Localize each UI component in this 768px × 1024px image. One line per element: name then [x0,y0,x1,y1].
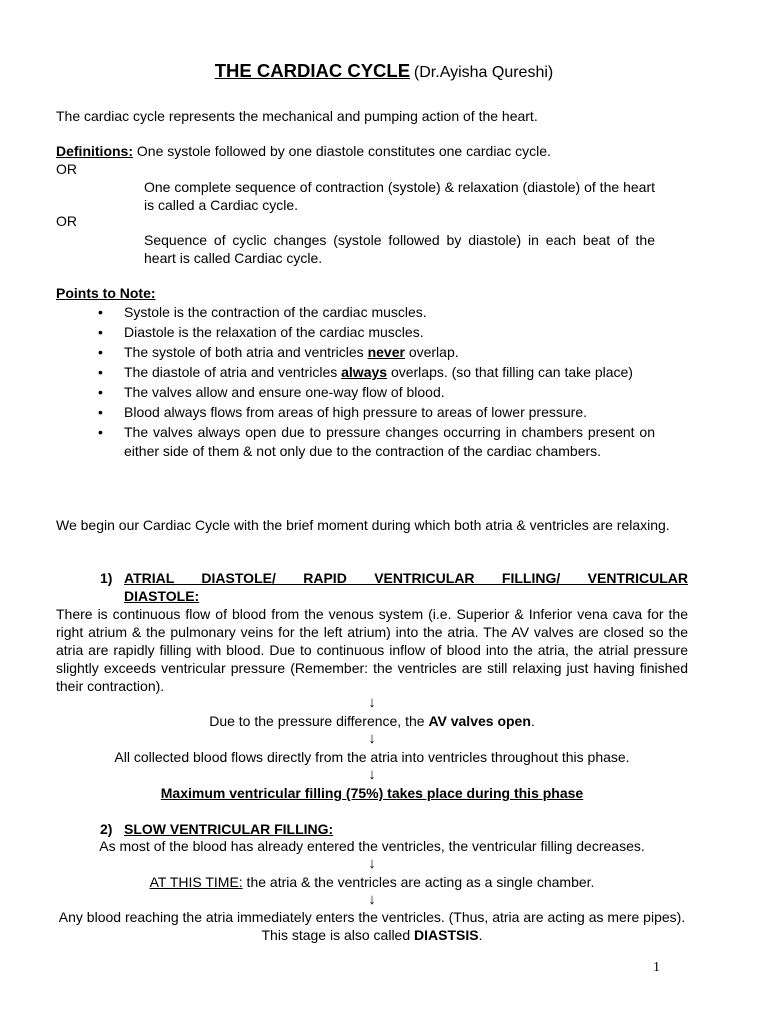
bullet-icon: • [98,324,103,340]
definitions-line [56,142,688,160]
title-main: THE CARDIAC CYCLE [214,60,411,81]
or-separator-1: OR [56,161,77,177]
down-arrow-icon: ↓ [368,730,376,747]
section-1-heading-line1: ATRIAL DIASTOLE/ RAPID VENTRICULAR FILLING/ VENTRICULAR [124,570,688,586]
section-2-line-3 [56,908,688,944]
step-text: Any blood reaching the atria immediately enters the ventricles. (Thus, atria are acting as mere pipes). This stage is also called [58,909,686,943]
emphasis-never: never [367,344,405,360]
point-text: Blood always flows from areas of high pressure to areas of lower pressure. [124,404,587,420]
bullet-icon: • [98,384,103,400]
section-2-heading [88,820,688,838]
section-1-step-3 [56,784,688,802]
list-item [88,383,655,402]
list-item [88,403,655,422]
bullet-icon: • [98,304,103,320]
section-1-heading [88,569,688,605]
down-arrow-icon: ↓ [368,891,376,908]
or-separator-2: OR [56,213,77,229]
section-1-step-2: All collected blood flows directly from the atria into ventricles throughout this phase. [114,749,630,765]
av-valves-open: AV valves open [428,713,531,729]
down-arrow-icon: ↓ [368,694,376,711]
step-text: . [478,927,483,943]
document-title [0,59,768,85]
list-item [88,423,655,460]
section-2-number: 2) [100,821,113,837]
definition-second: One complete sequence of contraction (systole) & relaxation (diastole) of the heart is called a Cardiac cycle. [144,179,655,213]
title-author: (Dr.Ayisha Qureshi) [413,64,554,81]
point-text: overlaps. (so that filling can take place) [387,364,633,380]
section-2-heading-text: SLOW VENTRICULAR FILLING: [124,821,334,837]
down-arrow-icon: ↓ [368,855,376,872]
point-text: The valves allow and ensure one-way flow of blood. [124,384,445,400]
section-1-step-1 [56,712,688,730]
bullet-icon: • [98,404,103,420]
point-text: Diastole is the relaxation of the cardiac muscles. [124,324,424,340]
bullet-icon: • [98,424,103,440]
section-1-heading-line2: DIASTOLE: [124,588,200,604]
step-text: . [530,713,535,729]
diastasis-term: DIASTSIS [414,927,479,943]
definition-third: Sequence of cyclic changes (systole followed by diastole) in each beat of the heart is called Cardiac cycle. [144,232,655,266]
section-2-line-1: As most of the blood has already entered the ventricles, the ventricular filling decreases. [99,838,645,854]
point-text: Systole is the contraction of the cardiac muscles. [124,304,427,320]
points-list [88,303,655,462]
point-text: overlap. [404,344,459,360]
list-item [88,303,655,322]
down-arrow-icon: ↓ [368,766,376,783]
step-text: the atria & the ventricles are acting as a single chamber. [242,874,595,890]
bullet-icon: • [98,344,103,360]
points-label [56,284,688,302]
definitions-label: Definitions: [56,143,133,159]
bullet-icon: • [98,364,103,380]
max-filling-statement: Maximum ventricular filling (75%) takes place during this phase [160,785,584,801]
section-1-body: There is continuous flow of blood from the venous system (i.e. Superior & Inferior vena cava for the right atrium & the pulmonary veins for the left atrium) into the atria. The AV valves are closed so the atria are rapidly filling with blood. Due to continuous inflow of blood into the atria, the atrial pressure slightly exceeds ventricular pressure (Remember: the ventricles are still relaxing just having finished their contraction). [56,606,688,694]
point-text: The valves always open due to pressure changes occurring in chambers present on either side of them & not only due to the contraction of the cardiac chambers. [124,424,655,459]
list-item [88,363,655,382]
section-1-number: 1) [100,570,113,586]
point-text: The diastole of atria and ventricles [124,364,342,380]
step-text: Due to the pressure difference, the [209,713,429,729]
section-2-line-2 [56,873,688,891]
page-number: 1 [653,960,660,975]
definition-first: One systole followed by one diastole constitutes one cardiac cycle. [136,143,551,159]
list-item [88,323,655,342]
point-text: The systole of both atria and ventricles [124,344,368,360]
intro-paragraph: The cardiac cycle represents the mechanical and pumping action of the heart. [56,108,538,124]
at-this-time-label: AT THIS TIME: [149,874,243,890]
list-item [88,343,655,362]
begin-paragraph: We begin our Cardiac Cycle with the brief moment during which both atria & ventricles are relaxing. [56,517,670,533]
emphasis-always: always [341,364,388,380]
points-label-text: Points to Note: [56,285,156,301]
